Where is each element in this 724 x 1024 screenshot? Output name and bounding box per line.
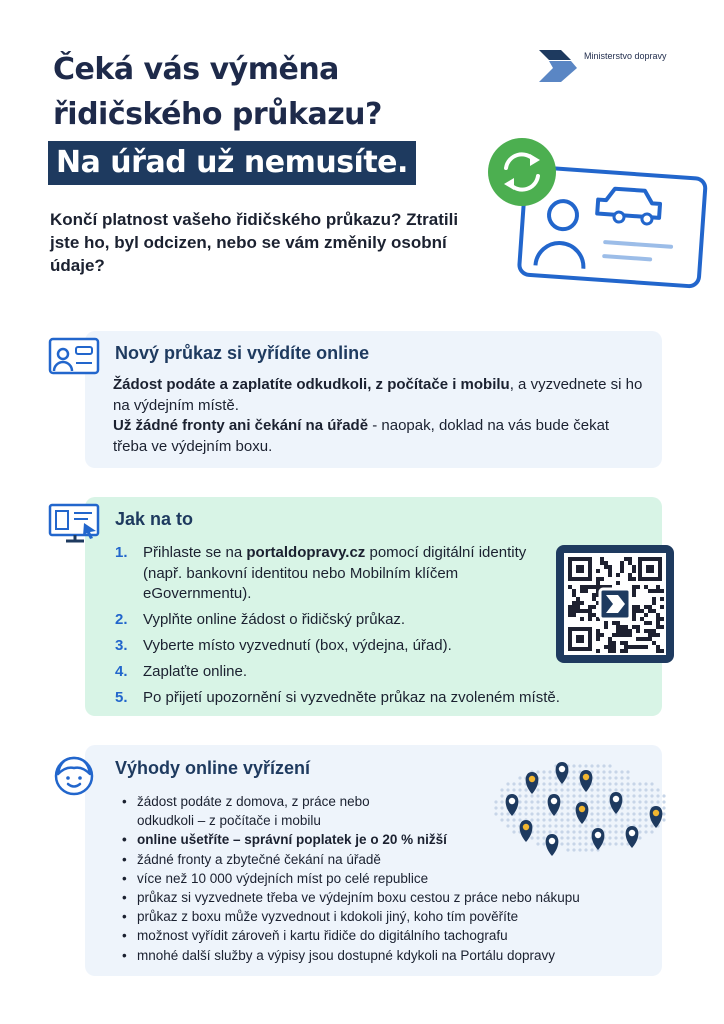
ministry-logo <box>537 48 682 84</box>
step-text: pomocí digitální identity (např. bankovní identitou nebo Mobilním klíčem eGovernmentu). <box>143 544 527 602</box>
logo-arrow-icon <box>537 48 579 84</box>
section-title-benefits: Výhody online vyřízení <box>115 758 311 778</box>
step-text: Po přijetí upozornění si vyzvedněte průkaz na zvoleném místě. <box>143 689 560 706</box>
section1-p1-rest: , a vyzvednete si ho na výdejním místě. <box>113 376 643 414</box>
benefit-item: • žádné fronty a zbytečné čekání na úřadě <box>120 850 660 869</box>
section1-p2-bold: Už žádné fronty ani čekání na úřadě <box>113 417 369 434</box>
step-item <box>115 543 555 605</box>
computer-icon <box>48 503 102 545</box>
qr-code[interactable] <box>556 545 674 663</box>
section-title-online: Nový průkaz si vyřídíte online <box>115 343 370 363</box>
map-pin <box>592 828 605 850</box>
map-pin <box>580 770 593 792</box>
section1-p2-rest: - naopak, doklad na vás bude čekat třeba ve výdejním boxu. <box>113 417 610 455</box>
benefit-item: • možnost vyřídit zároveň i kartu řidiče do digitálního tachografu <box>120 926 660 945</box>
user-avatar-icon <box>52 752 96 798</box>
section1-p1-bold: Žádost podáte a zaplatíte odkudkoli, z počítače i mobilu <box>113 376 510 393</box>
map-pins-icon <box>492 752 670 867</box>
map-pin <box>610 792 623 814</box>
page-title-line2: řidičského průkazu? <box>53 97 382 132</box>
step-text: Zaplaťte online. <box>143 663 248 680</box>
step-number: 1. <box>115 544 128 561</box>
step-number: 4. <box>115 663 128 680</box>
benefit-item: • žádost podáte z domova, z práce nebo odkudkoli – z počítače i mobilu <box>120 792 430 830</box>
section-title-howto: Jak na to <box>115 509 194 529</box>
map-pin <box>546 834 559 856</box>
step-text: Vyberte místo vyzvednutí (box, výdejna, úřad). <box>143 637 452 654</box>
id-card-icon <box>482 132 722 292</box>
step-text: Vyplňte online žádost o řidičský průkaz. <box>143 611 406 628</box>
step-number: 2. <box>115 611 128 628</box>
step-text: Přihlaste se na <box>143 544 247 561</box>
step-number: 5. <box>115 689 128 706</box>
benefit-item: • průkaz si vyzvednete třeba ve výdejním boxu cestou z práce nebo nákupu <box>120 888 660 907</box>
map-pin <box>520 820 533 842</box>
portal-link[interactable]: portaldopravy.cz <box>246 544 366 561</box>
step-item <box>115 610 555 631</box>
title-banner: Na úřad už nemusíte. <box>48 141 416 185</box>
benefit-item: • průkaz z boxu může vyzvednout i kdokoli jiný, koho tím pověříte <box>120 907 660 926</box>
benefit-item: • mnohé další služby a výpisy jsou dostupné kdykoli na Portálu dopravy <box>120 946 660 965</box>
step-number: 3. <box>115 637 128 654</box>
benefit-item: • online ušetříte – správní poplatek je o 20 % nižší <box>120 830 660 849</box>
map-pin <box>526 772 539 794</box>
section1-paragraph <box>113 375 643 457</box>
steps-list <box>115 543 560 714</box>
step-item <box>115 636 555 657</box>
page-title-line1: Čeká vás výměna <box>53 52 339 87</box>
map-pin <box>556 762 569 784</box>
intro-text: Končí platnost vašeho řidičského průkazu? Ztratili jste ho, byl odcizen, nebo se vám změnily osobní údaje? <box>50 210 459 275</box>
person-card-icon <box>48 337 100 377</box>
logo-text: Ministerstvo dopravy <box>584 51 667 61</box>
step-item <box>115 688 615 709</box>
benefit-item: • více než 10 000 výdejních míst po celé republice <box>120 869 660 888</box>
step-item <box>115 662 555 683</box>
